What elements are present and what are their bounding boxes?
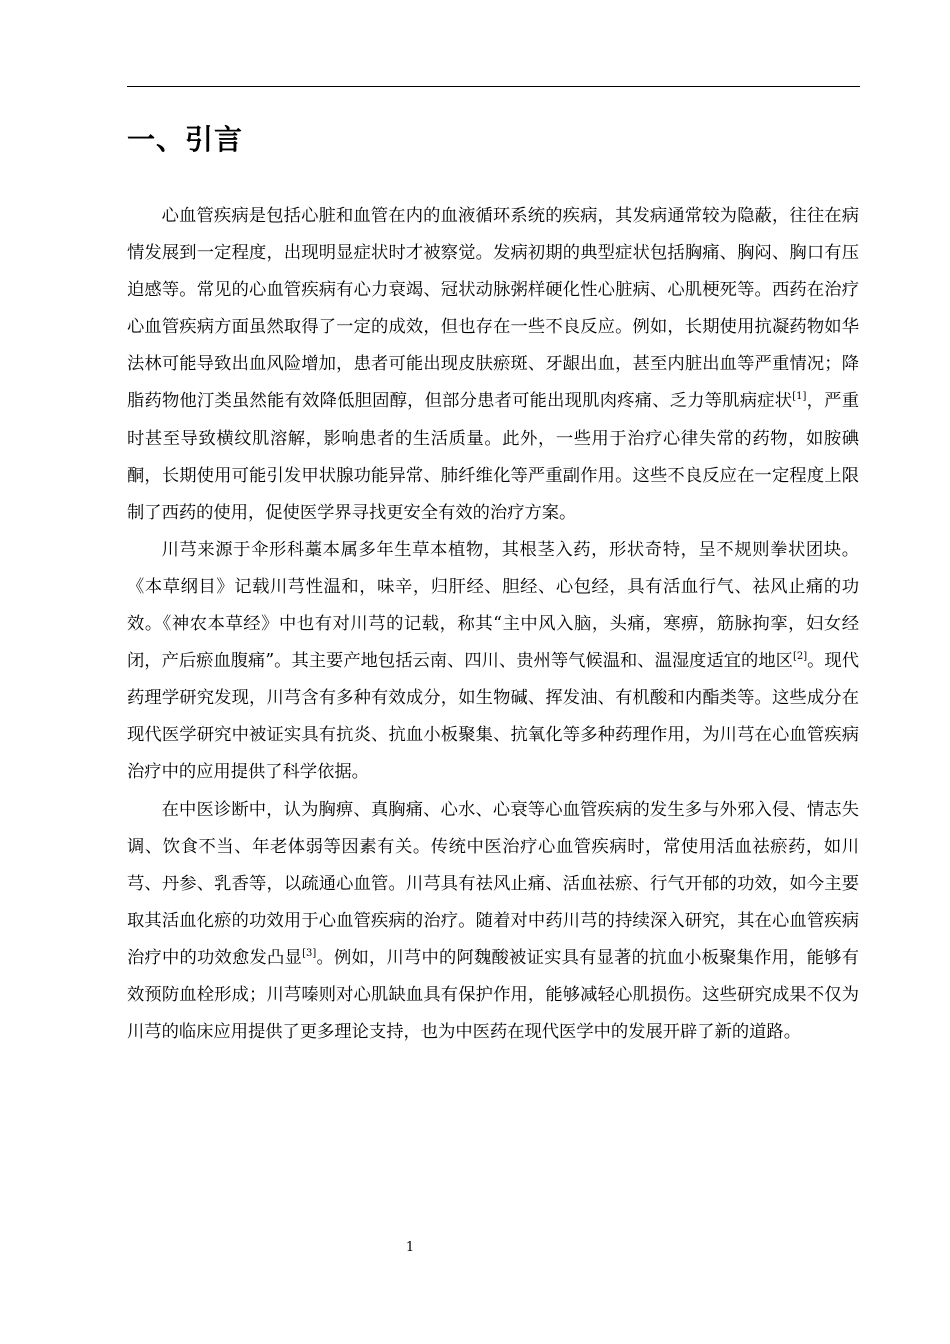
section-heading: 一、引言 [127,123,244,156]
paragraph-text: 。现代药理学研究发现，川芎含有多种有效成分，如生物碱、挥发油、有机酸和内酯类等。这些成分在现代医学研究中被证实具有抗炎、抗血小板聚集、抗氧化等多种药理作用，为川芎在心血管疾病治疗中的应用提供了科学依据。 [127,651,859,783]
citation-marker: [3] [302,947,317,959]
paragraph-text: 在中医诊断中，认为胸痹、真胸痛、心水、心衰等心血管疾病的发生多与外邪入侵、情志失调、饮食不当、年老体弱等因素有关。传统中医治疗心血管疾病时，常使用活血祛瘀药，如川芎、丹参、乳香等，以疏通心血管。川芎具有祛风止痛、活血祛瘀、行气开郁的功效，如今主要取其活血化瘀的功效用于心血管疾病的治疗。随着对中药川芎的持续深入研究，其在心血管疾病治疗中的功效愈发凸显 [127,799,859,968]
paragraph [127,792,859,1052]
body-text [127,198,859,1051]
paragraph [127,198,859,532]
paragraph-text: 。例如，川芎中的阿魏酸被证实具有显著的抗血小板聚集作用，能够有效预防血栓形成；川芎嗪则对心肌缺血具有保护作用，能够减轻心肌损伤。这些研究成果不仅为川芎的临床应用提供了更多理论支持，也为中医药在现代医学中的发展开辟了新的道路。 [127,947,859,1043]
citation-marker: [2] [792,651,808,663]
page-number: 1 [405,1240,415,1255]
paragraph [127,532,859,792]
paragraph-text: 心血管疾病是包括心脏和血管在内的血液循环系统的疾病，其发病通常较为隐蔽，往往在病情发展到一定程度，出现明显症状时才被察觉。发病初期的典型症状包括胸痛、胸闷、胸口有压迫感等。常见的心血管疾病有心力衰竭、冠状动脉粥样硬化性心脏病、心肌梗死等。西药在治疗心血管疾病方面虽然取得了一定的成效，但也存在一些不良反应。例如，长期使用抗凝药物如华法林可能导致出血风险增加，患者可能出现皮肤瘀斑、牙龈出血，甚至内脏出血等严重情况；降脂药物他汀类虽然能有效降低胆固醇，但部分患者可能出现肌肉疼痛、乏力等肌病症状 [127,206,859,412]
paragraph-text: 川芎来源于伞形科藁本属多年生草本植物，其根茎入药，形状奇特，呈不规则拳状团块。《本草纲目》记载川芎性温和，味辛，归肝经、胆经、心包经，具有活血行气、祛风止痛的功效。《神农本草经》中也有对川芎的记载，称其“主中风入脑，头痛，寒痹，筋脉拘挛，妇女经闭，产后瘀血腹痛”。其主要产地包括云南、四川、贵州等气候温和、温湿度适宜的地区 [127,539,859,672]
paragraph-text: ，严重时甚至导致横纹肌溶解，影响患者的生活质量。此外，一些用于治疗心律失常的药物，如胺碘酮，长期使用可能引发甲状腺功能异常、肺纤维化等严重副作用。这些不良反应在一定程度上限制了西药的使用，促使医学界寻找更安全有效的治疗方案。 [127,391,859,523]
header-rule [127,86,860,87]
citation-marker: [1] [792,391,807,403]
